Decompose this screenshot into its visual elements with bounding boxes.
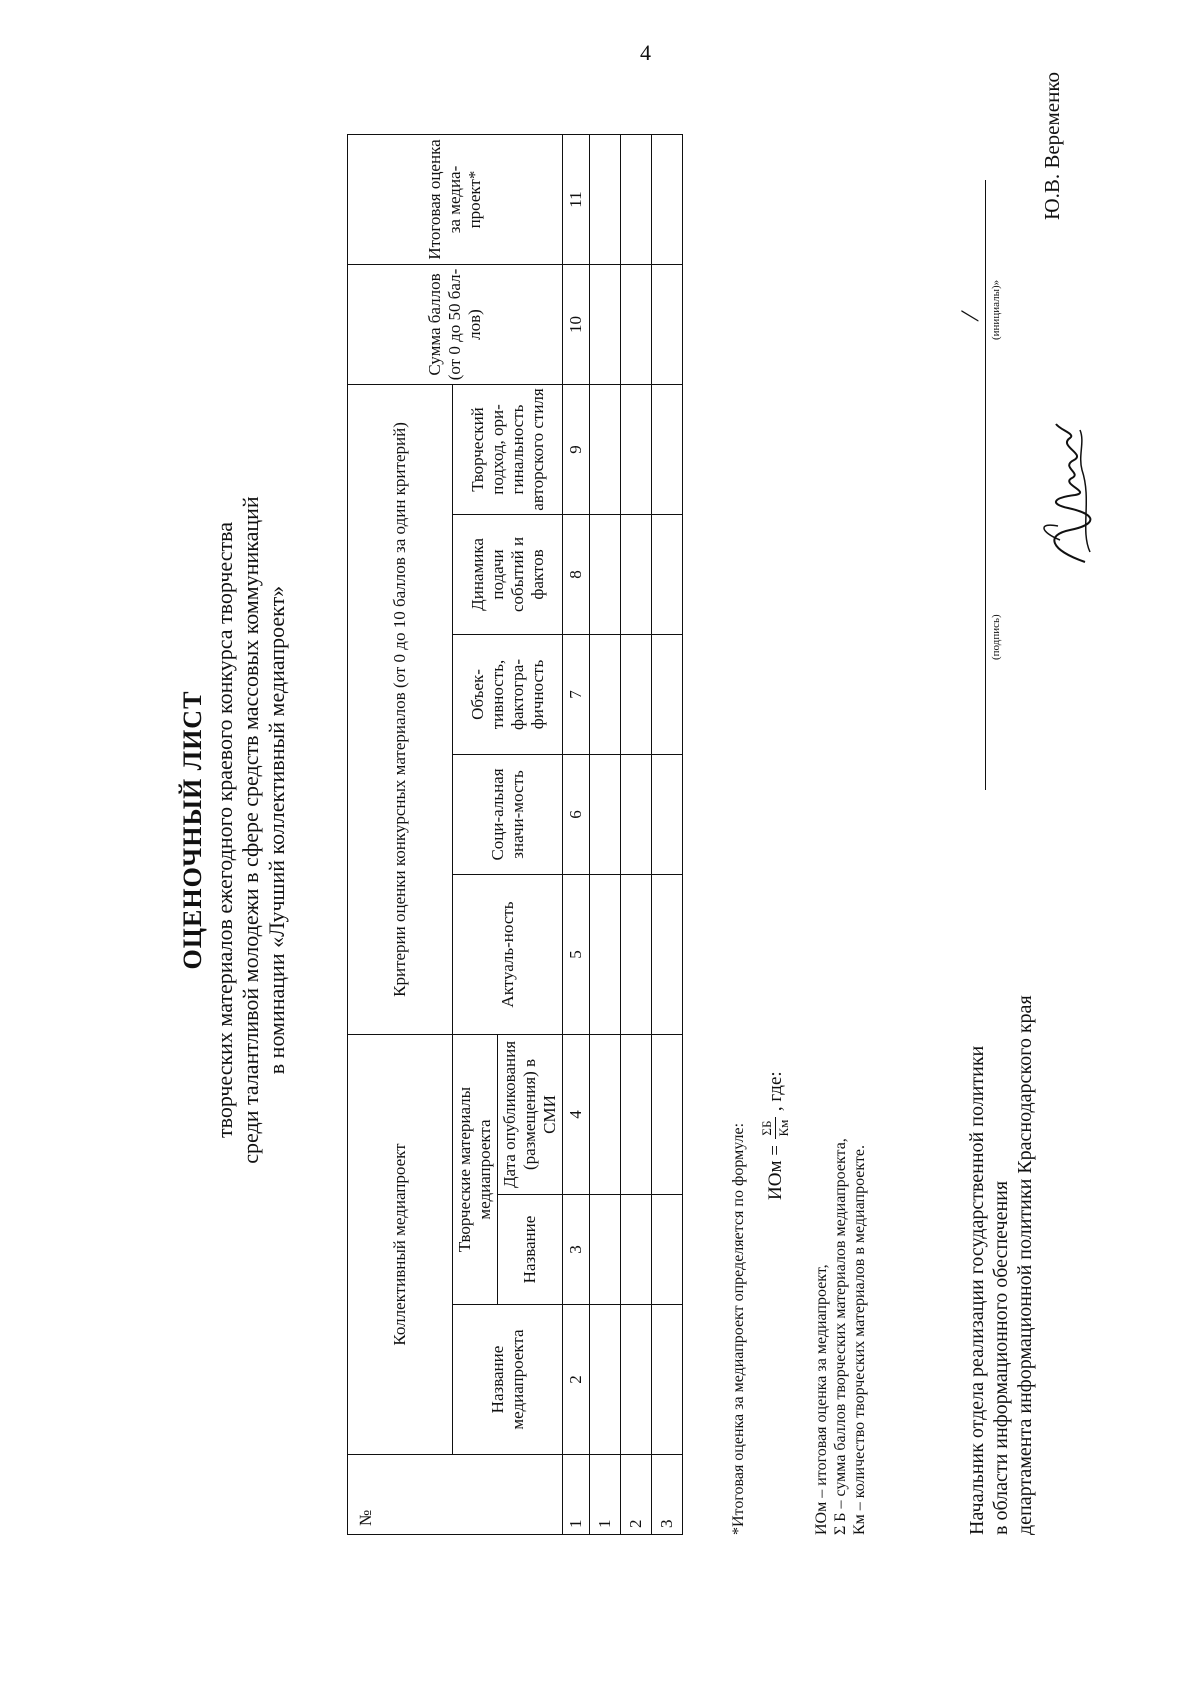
title-block xyxy=(178,40,290,1620)
header-publication-date: Дата опубликования (размещения) в СМИ xyxy=(498,1035,563,1195)
column-number: 4 xyxy=(563,1035,590,1195)
table-cell xyxy=(621,1035,652,1195)
header-collective-project: Коллективный медиапроект xyxy=(348,1035,453,1455)
formula-fraction xyxy=(760,1117,791,1139)
legend-line: ИОм – итоговая оценка за медиапроект, xyxy=(813,1264,830,1535)
row-index: 2 xyxy=(621,1455,652,1535)
footnote: *Итоговая оценка за медиапроект определяется по формуле: xyxy=(730,1122,747,1535)
table-row xyxy=(621,135,652,1535)
formula-lhs: ИОм = xyxy=(764,1145,786,1200)
subtitle-line-3: в номинации «Лучший коллективный медиапроект» xyxy=(264,585,289,1075)
column-number: 9 xyxy=(563,385,590,515)
header-final-score: Итоговая оценка за медиа-проект* xyxy=(348,135,563,265)
table-cell xyxy=(590,265,621,385)
table-cell xyxy=(590,1305,621,1455)
header-materials: Творческие материалы медиапроекта xyxy=(453,1035,498,1305)
table-cell xyxy=(652,1305,683,1455)
table-cell xyxy=(590,1035,621,1195)
column-number: 3 xyxy=(563,1195,590,1305)
row-index: 1 xyxy=(590,1455,621,1535)
table-cell xyxy=(652,635,683,755)
table-cell xyxy=(652,135,683,265)
table-cell xyxy=(621,135,652,265)
header-social-significance: Соци-альная значи-мость xyxy=(453,755,563,875)
subtitle-line-1: творческих материалов ежегодного краевого конкурса творчества xyxy=(212,522,237,1138)
signature-line xyxy=(985,180,986,790)
column-number: 10 xyxy=(563,265,590,385)
table-cell xyxy=(652,1195,683,1305)
table-cell xyxy=(621,265,652,385)
header-material-name: Название xyxy=(498,1195,563,1305)
table-cell xyxy=(621,385,652,515)
table-cell xyxy=(652,515,683,635)
table-cell xyxy=(590,515,621,635)
document-title: ОЦЕНОЧНЫЙ ЛИСТ xyxy=(178,690,207,970)
column-number: 6 xyxy=(563,755,590,875)
table-cell xyxy=(652,265,683,385)
table-cell xyxy=(621,635,652,755)
formula-numerator: ΣБ xyxy=(759,1120,774,1136)
column-number: 11 xyxy=(563,135,590,265)
header-relevance: Актуаль-ность xyxy=(453,875,563,1035)
column-number: 1 xyxy=(563,1455,590,1535)
formula-legend xyxy=(812,1138,869,1535)
header-number: № xyxy=(348,1455,563,1535)
initials-label: (инициалы)» xyxy=(990,279,1002,340)
table-cell xyxy=(652,875,683,1035)
table-cell xyxy=(621,515,652,635)
table-cell xyxy=(621,755,652,875)
table-cell xyxy=(652,755,683,875)
slash-mark: / xyxy=(954,308,987,324)
signer-position xyxy=(965,995,1037,1535)
column-number: 2 xyxy=(563,1305,590,1455)
position-line: в области информационного обеспечения xyxy=(990,1180,1012,1535)
row-index: 3 xyxy=(652,1455,683,1535)
table-cell xyxy=(590,135,621,265)
header-criteria: Критерии оценки конкурсных материалов (от 0 до 10 баллов за один критерий) xyxy=(348,385,453,1035)
header-objectivity: Объек-тивность, фактогра-фичность xyxy=(453,635,563,755)
rotated-sheet xyxy=(0,40,1120,1620)
column-number-row xyxy=(563,135,590,1535)
table-cell xyxy=(621,1305,652,1455)
table-cell xyxy=(590,385,621,515)
table-cell xyxy=(621,1195,652,1305)
header-creative-approach: Творческий подход, ори-гинальность авторского стиля xyxy=(453,385,563,515)
table-cell xyxy=(621,875,652,1035)
legend-line: Σ Б – сумма баллов творческих материалов медиапроекта, xyxy=(832,1138,849,1535)
table-row xyxy=(590,135,621,1535)
position-line: Начальник отдела реализации государственной политики xyxy=(966,1045,988,1535)
subtitle-line-2: среди талантливой молодежи в сфере средств массовых коммуникаций xyxy=(238,496,263,1164)
handwritten-signature xyxy=(1030,420,1110,570)
formula-suffix: , где: xyxy=(764,1071,786,1112)
table-cell xyxy=(652,1035,683,1195)
table-row xyxy=(652,135,683,1535)
formula-denominator: Км xyxy=(776,1119,791,1137)
evaluation-table xyxy=(347,134,683,1535)
table-cell xyxy=(590,875,621,1035)
table-cell xyxy=(590,755,621,875)
signer-name: Ю.В. Веременко xyxy=(1040,72,1064,220)
column-number: 7 xyxy=(563,635,590,755)
page-number: 4 xyxy=(640,40,651,65)
header-sum: Сумма баллов (от 0 до 50 бал-лов) xyxy=(348,265,563,385)
formula xyxy=(760,1071,791,1200)
header-project-name: Название медиапроекта xyxy=(453,1305,563,1455)
table-cell xyxy=(590,635,621,755)
table-cell xyxy=(652,385,683,515)
signature-label: (подпись) xyxy=(990,614,1002,660)
table-cell xyxy=(590,1195,621,1305)
legend-line: Км – количество творческих материалов в медиапроекте. xyxy=(851,1144,868,1535)
position-line: департамента информационной политики Краснодарского края xyxy=(1014,995,1036,1535)
header-dynamics: Динамика подачи событий и фактов xyxy=(453,515,563,635)
column-number: 8 xyxy=(563,515,590,635)
column-number: 5 xyxy=(563,875,590,1035)
